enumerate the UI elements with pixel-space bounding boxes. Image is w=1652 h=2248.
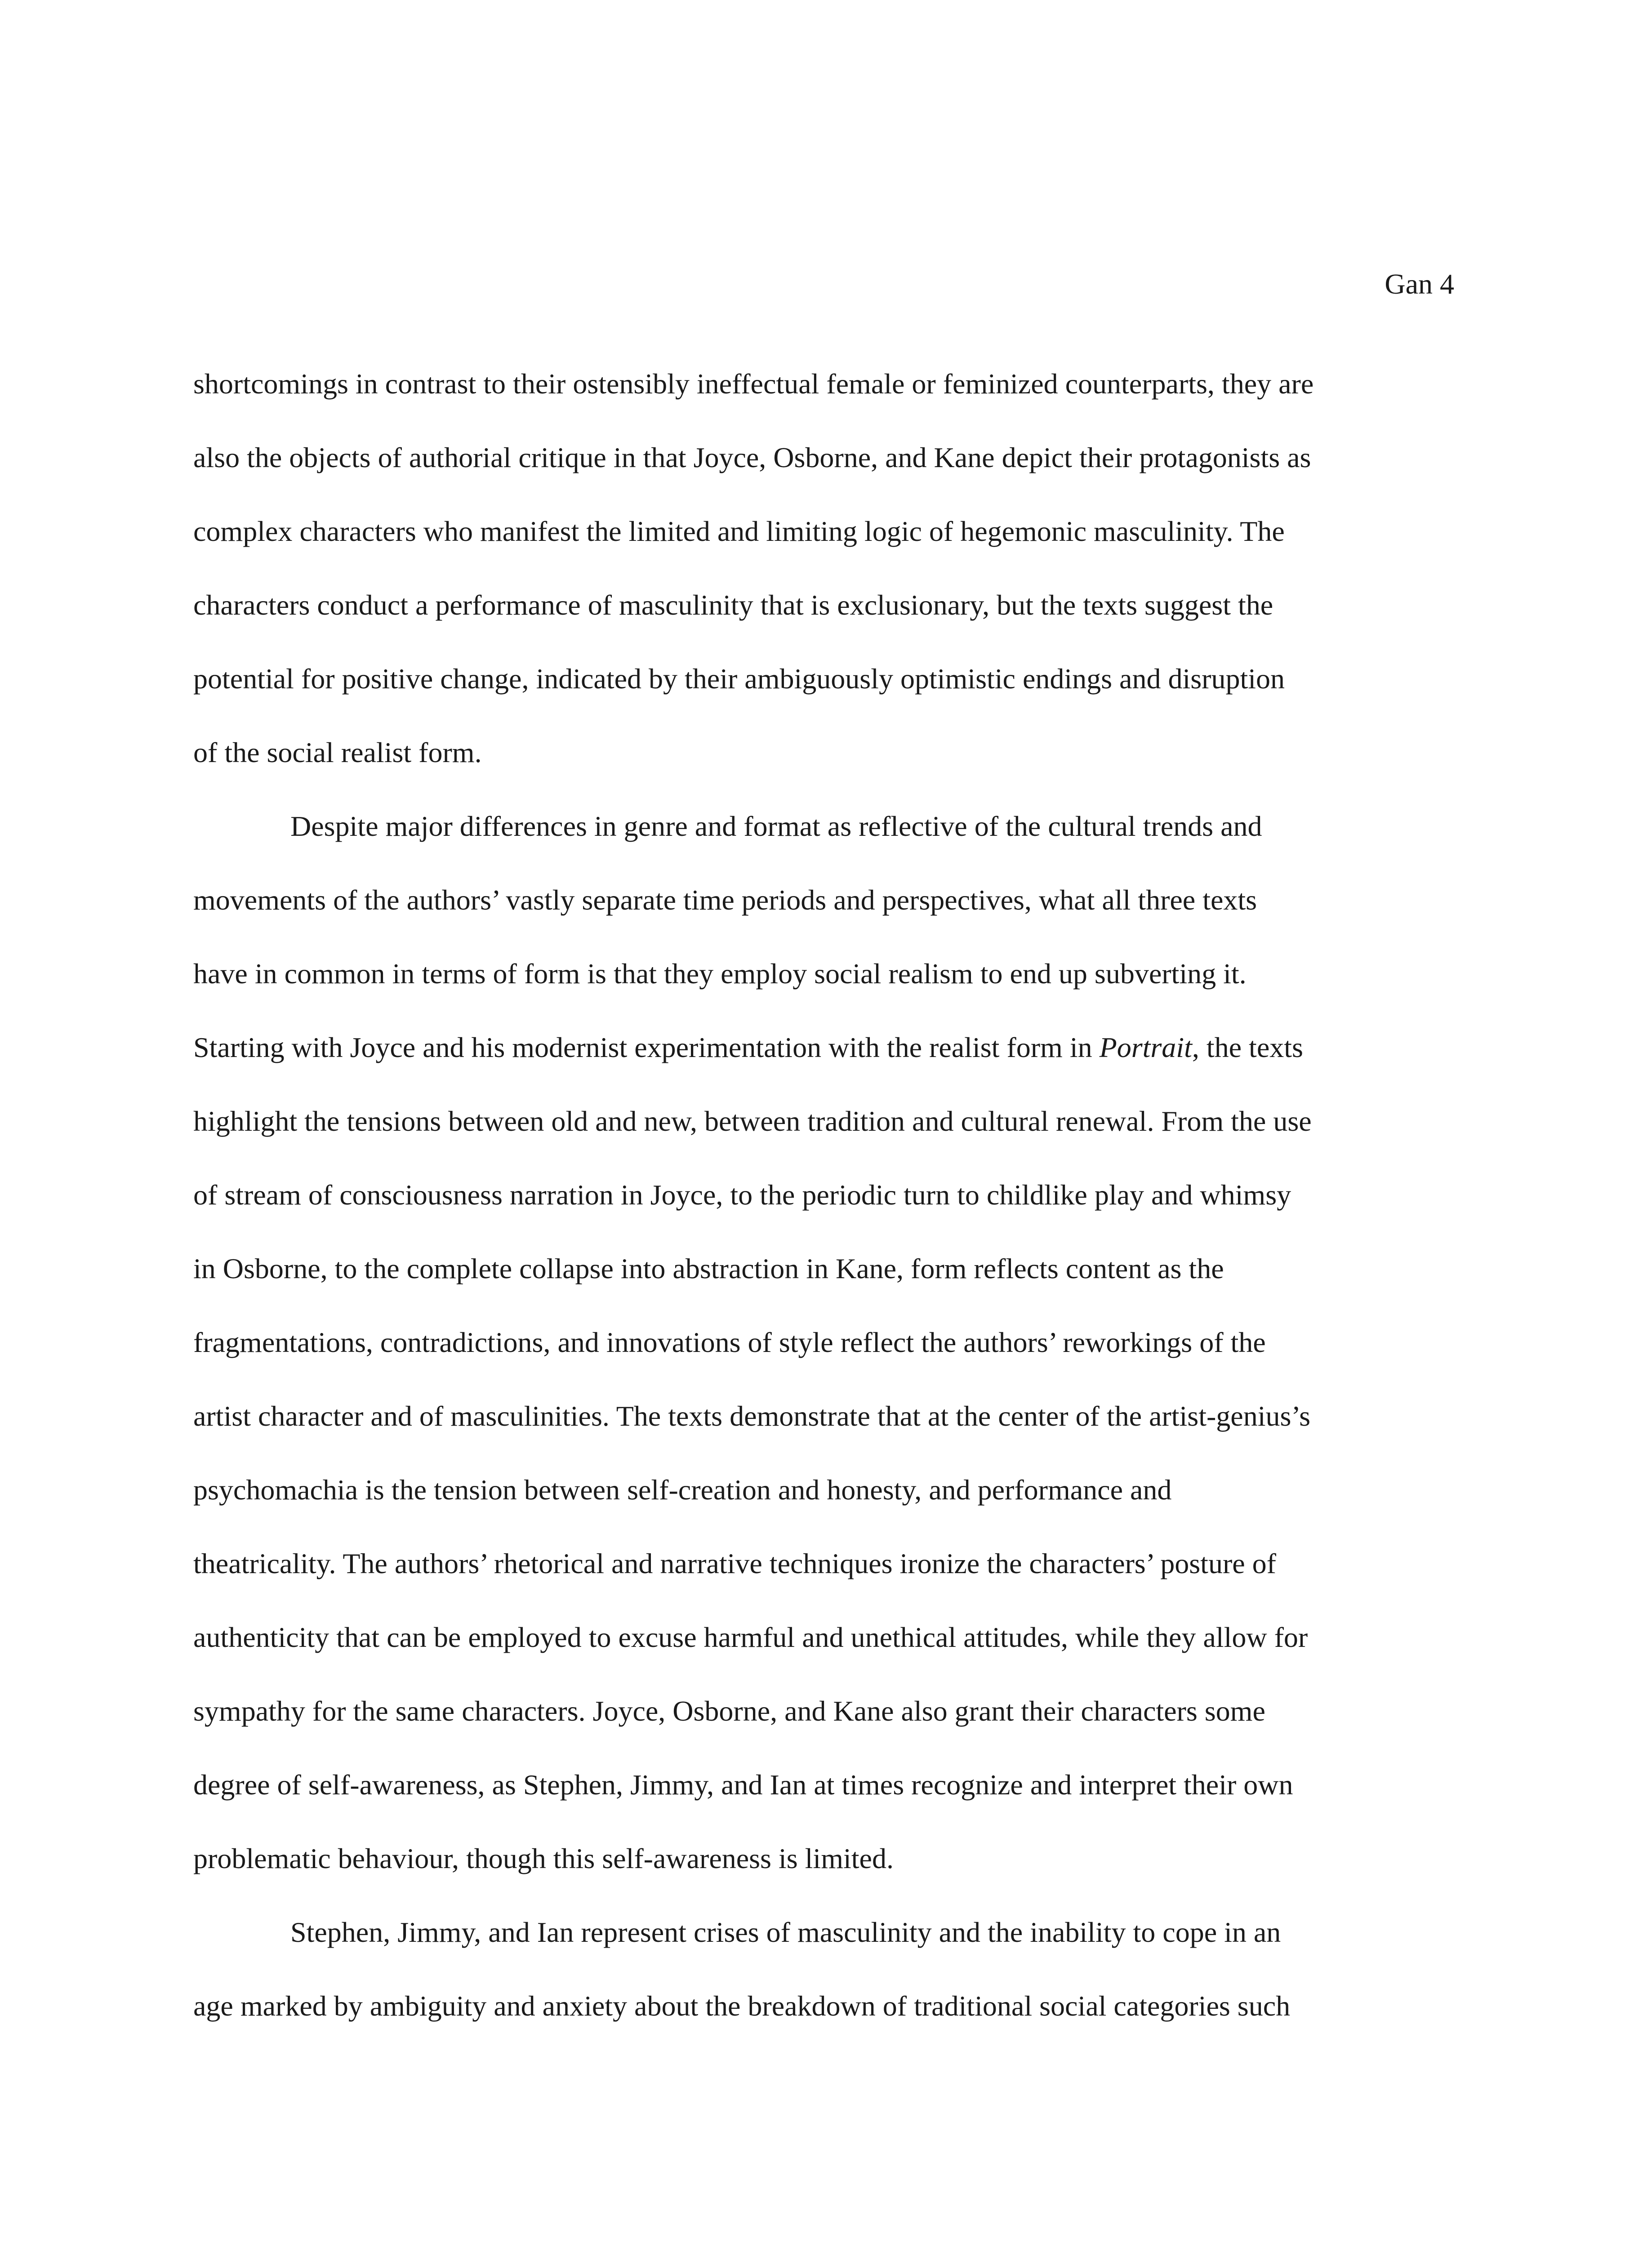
text-line: psychomachia is the tension between self-creation and honesty, and performance and bbox=[193, 1474, 1172, 1506]
text-line: theatricality. The authors’ rhetorical and narrative techniques ironize the characters’ posture of bbox=[193, 1548, 1276, 1579]
text-line: of the social realist form. bbox=[193, 736, 482, 768]
text-segment: Starting with Joyce and his modernist experimentation with the realist form in bbox=[193, 1031, 1100, 1063]
text-line: shortcomings in contrast to their ostensibly ineffectual female or feminized counterparts, they are bbox=[193, 368, 1314, 400]
body-text bbox=[193, 370, 1456, 2065]
text-line: artist character and of masculinities. The texts demonstrate that at the center of the artist-genius’s bbox=[193, 1400, 1311, 1432]
text-line: in Osborne, to the complete collapse into abstraction in Kane, form reflects content as the bbox=[193, 1253, 1224, 1285]
text-line: authenticity that can be employed to excuse harmful and unethical attitudes, while they allow for bbox=[193, 1621, 1308, 1653]
text-line: highlight the tensions between old and new, between tradition and cultural renewal. From the use bbox=[193, 1105, 1312, 1137]
text-line: have in common in terms of form is that they employ social realism to end up subverting it. bbox=[193, 958, 1247, 990]
text-line-paragraph-start: Stephen, Jimmy, and Ian represent crises of masculinity and the inability to cope in an bbox=[290, 1916, 1281, 1948]
italic-work-title: Portrait bbox=[1099, 1031, 1192, 1063]
text-line-paragraph-start: Despite major differences in genre and format as reflective of the cultural trends and bbox=[290, 810, 1262, 842]
text-line: characters conduct a performance of masculinity that is exclusionary, but the texts suggest the bbox=[193, 589, 1274, 621]
text-line: complex characters who manifest the limited and limiting logic of hegemonic masculinity. The bbox=[193, 515, 1285, 547]
text-line-with-italic-title bbox=[193, 1033, 1456, 1107]
text-line: fragmentations, contradictions, and innovations of style reflect the authors’ reworkings of the bbox=[193, 1326, 1266, 1358]
text-line: of stream of consciousness narration in Joyce, to the periodic turn to childlike play and whimsy bbox=[193, 1179, 1291, 1211]
text-segment: , the texts bbox=[1192, 1031, 1303, 1063]
page-number-header: Gan 4 bbox=[1385, 268, 1454, 300]
text-line: movements of the authors’ vastly separate time periods and perspectives, what all three texts bbox=[193, 884, 1257, 916]
text-line: also the objects of authorial critique in that Joyce, Osborne, and Kane depict their protagonists as bbox=[193, 442, 1311, 473]
text-line: potential for positive change, indicated by their ambiguously optimistic endings and disruption bbox=[193, 663, 1285, 695]
text-line: sympathy for the same characters. Joyce, Osborne, and Kane also grant their characters some bbox=[193, 1695, 1265, 1727]
text-line: degree of self-awareness, as Stephen, Jimmy, and Ian at times recognize and interpret their own bbox=[193, 1769, 1293, 1801]
text-line: problematic behaviour, though this self-awareness is limited. bbox=[193, 1842, 894, 1874]
text-line: age marked by ambiguity and anxiety about the breakdown of traditional social categories such bbox=[193, 1990, 1291, 2022]
